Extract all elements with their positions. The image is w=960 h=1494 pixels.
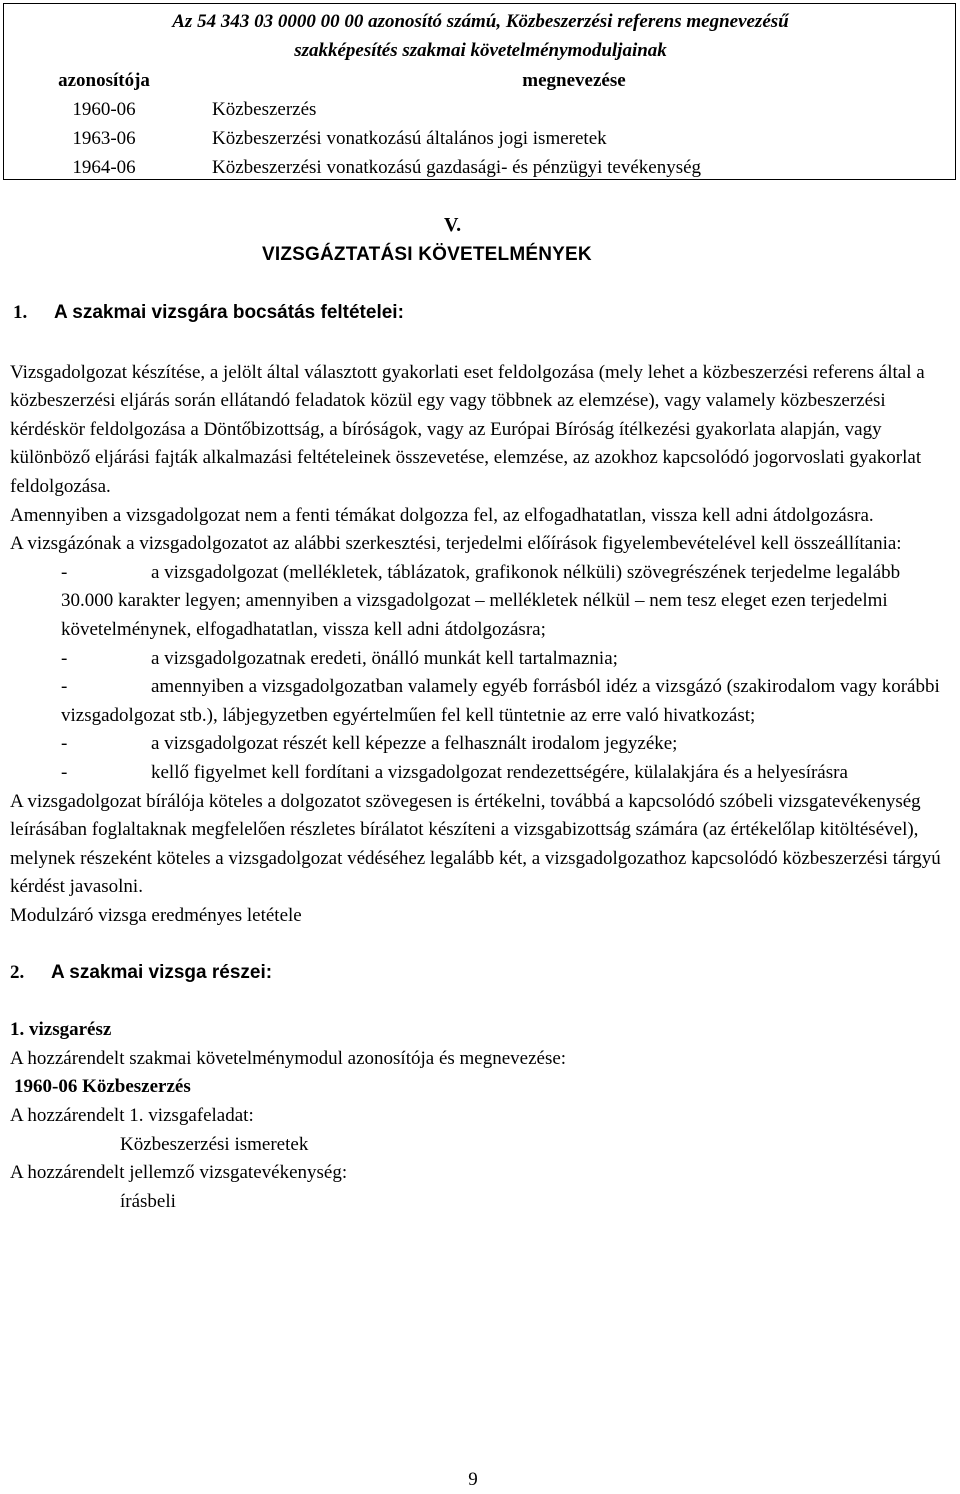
chapter-title: VIZSGÁZTATÁSI KÖVETELMÉNYEK [262,244,592,265]
section-number: 2. [10,962,25,984]
column-header-id: azonosítója [58,70,150,91]
list-dash: - [61,761,68,783]
list-item [10,759,950,788]
page-number: 9 [468,1469,478,1490]
paragraph-module-exam: Modulzáró vizsga eredményes letétele [10,904,302,926]
header-title-line2: szakképesítés szakmai követelménymoduljainak [294,40,667,61]
list-dash: - [61,561,68,583]
module-id: 1960-06 [72,99,136,120]
section-number: 1. [13,302,28,323]
list-item [10,559,950,645]
module-id: 1963-06 [72,128,136,149]
list-dash: - [61,733,68,755]
module-id: 1964-06 [72,157,136,178]
list-dash: - [61,676,68,698]
paragraph-rejection: Amennyiben a vizsgadolgozat nem a fenti témákat dolgozza fel, az elfogadhatatlan, vissza kell adni átdolgozásra. [10,504,874,526]
module-name: Közbeszerzés [212,99,317,120]
section-title: A szakmai vizsga részei: [51,962,273,984]
table-row [4,95,957,124]
body-text [10,330,950,1216]
list-dash: - [61,647,68,669]
module-reference: 1960-06 Közbeszerzés [14,1076,191,1098]
task-name: Közbeszerzési ismeretek [120,1133,309,1155]
list-item-text: a vizsgadolgozatnak eredeti, önálló munkát kell tartalmaznia; [151,647,618,669]
list-item [10,673,950,730]
list-item-text: a vizsgadolgozat (mellékletek, táblázatok, grafikonok nélküli) szövegrészének terjedelme legalább 30.000 karakter legyen; amennyiben a vizsgadolgozat – mellékletek nélkül – nem tesz eleget ezen terjedelmi követelménynek, elfogadhatatlan, vissza kell adni átdolgozásra; [61,561,901,640]
module-name: Közbeszerzési vonatkozású gazdasági- és pénzügyi tevékenység [212,157,702,178]
module-name: Közbeszerzési vonatkozású általános jogi ismeretek [212,128,607,149]
activity-intro: A hozzárendelt jellemző vizsgatevékenység: [10,1162,348,1184]
task-intro: A hozzárendelt 1. vizsgafeladat: [10,1105,254,1127]
paragraph-reviewer: A vizsgadolgozat bírálója köteles a dolgozatot szövegesen is értékelni, továbbá a kapcsolódó szóbeli vizsgatevékenység leírásában foglaltaknak megfelelően részletes bírálatot készíteni a vizsgabizottság számára (az értékelőlap kitöltésével), melynek részeként köteles a vizsgadolgozat védéséhez legalább két, a vizsgadolgozathoz kapcsolódó közbeszerzési tárgyú kérdést javasolni. [10,790,941,898]
list-item [10,730,950,759]
table-row [4,153,957,182]
column-header-name: megnevezése [522,70,626,91]
chapter-number: V. [444,214,462,236]
chapter-heading [262,211,592,269]
list-item-text: kellő figyelmet kell fordítani a vizsgadolgozat rendezettségére, külalakjára és a helyesírásra [151,761,848,783]
list-item-text: amennyiben a vizsgadolgozatban valamely egyéb forrásból idéz a vizsgázó (szakirodalom vagy korábbi vizsgadolgozat stb.), lábjegyzetben egyértelműen fel kell tüntetnie az erre való hivatkozást; [61,676,940,726]
section-heading-1 [13,298,404,327]
header-title-line1: Az 54 343 03 0000 00 00 azonosító számú, Közbeszerzési referens megnevezésű [172,11,789,32]
module-table-header [4,66,957,95]
module-header-title [4,7,957,65]
paragraph-requirements-intro: A vizsgázónak a vizsgadolgozatot az alábbi szerkesztési, terjedelmi előírások figyelembevételével kell összeállítania: [10,533,902,555]
list-item [10,645,950,674]
section-heading-2 [10,959,950,988]
table-row [4,124,957,153]
section-title: A szakmai vizsgára bocsátás feltételei: [54,302,404,323]
list-item-text: a vizsgadolgozat részét kell képezze a felhasznált irodalom jegyzéke; [151,733,678,755]
module-header-box [3,3,956,180]
activity-name: írásbeli [120,1190,176,1212]
module-table [4,66,957,182]
paragraph-exam-paper: Vizsgadolgozat készítése, a jelölt által választott gyakorlati eset feldolgozása (mely lehet a közbeszerzési referens által a közbeszerzési eljárás során ellátandó feladatok közül egy vagy többnek az elemzése), vagy valamely közbeszerzési kérdéskör feldolgozása a Döntőbizottság, a bíróságok, vagy az Európai Bíróság ítélkezési gyakorlata alapján, vagy különböző eljárási fajták alkalmazási feltételeinek összevetése, elemzése, az azokhoz kapcsolódó jogorvoslati gyakorlat feldolgozása. [10,361,925,497]
module-intro: A hozzárendelt szakmai követelménymodul azonosítója és megnevezése: [10,1047,567,1069]
exam-part-label: 1. vizsgarész [10,1019,112,1041]
